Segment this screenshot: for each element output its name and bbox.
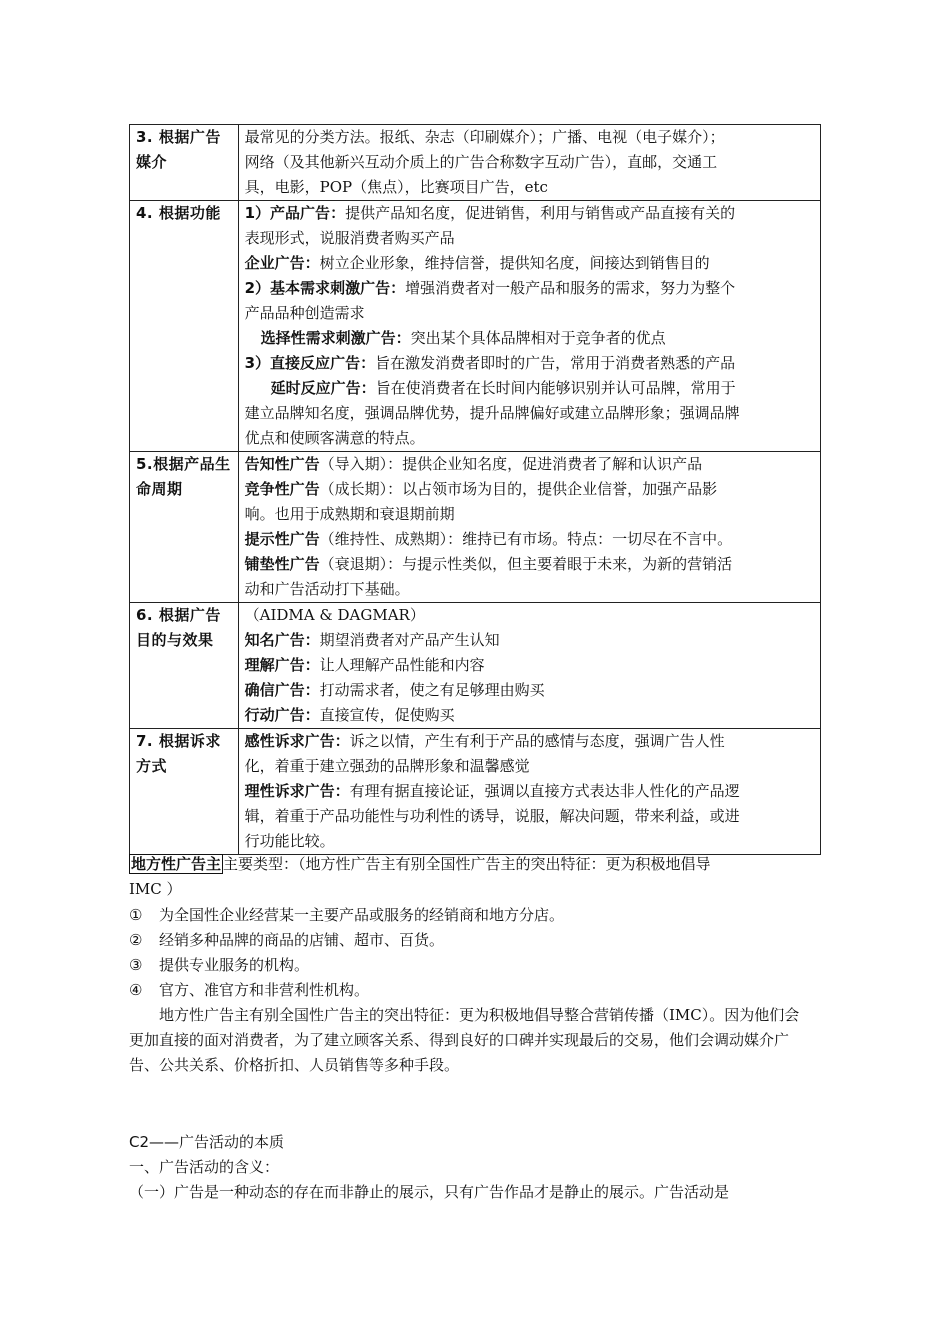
list-item	[129, 928, 444, 952]
term-label: 理解广告：	[244, 656, 320, 674]
description-line	[245, 703, 814, 728]
line-text: 具，电影，POP（焦点），比赛项目广告，etc	[244, 178, 548, 196]
line-text: 响。也用于成熟期和衰退期前期	[244, 505, 455, 523]
description-line	[245, 201, 814, 226]
line-text: 产品品种创造需求	[244, 304, 365, 322]
line-text: （导入期）：提供企业知名度，促进消费者了解和认识产品	[319, 455, 703, 473]
description-line	[245, 401, 814, 426]
list-item-text: 经销多种品牌的商品的店铺、超市、百货。	[159, 931, 445, 949]
line-text: 打动需求者，使之有足够理由购买	[319, 681, 545, 699]
category-cell: 6. 根据广告目的与效果	[130, 603, 239, 729]
description-line	[245, 276, 814, 301]
category-cell: 3. 根据广告媒介	[130, 125, 239, 201]
list-item	[129, 978, 369, 1002]
description-cell	[238, 125, 820, 201]
description-line	[245, 729, 814, 754]
local-advertiser-intro	[129, 852, 829, 876]
description-line	[245, 779, 814, 804]
line-text: 建立品牌知名度，强调品牌优势，提升品牌偏好或建立品牌形象；强调品牌	[244, 404, 740, 422]
table-row	[130, 603, 821, 729]
term-label: 铺垫性广告	[244, 555, 320, 573]
description-line	[245, 326, 814, 351]
description-line	[245, 628, 814, 653]
description-line	[245, 226, 814, 251]
description-line	[245, 502, 814, 527]
term-label: 3）直接反应广告：	[244, 354, 376, 372]
line-text: 网络（及其他新兴互动介质上的广告合称数字互动广告），直邮，交通工	[244, 153, 718, 171]
description-line	[245, 527, 814, 552]
description-line	[245, 603, 814, 628]
term-label: 告知性广告	[244, 455, 320, 473]
line-text: 化，着重于建立强劲的品牌形象和温馨感觉	[244, 757, 530, 775]
intro-continuation: IMC ）	[129, 880, 182, 898]
term-label: 延时反应广告：	[270, 379, 376, 397]
line-text: 提供产品知名度，促进销售，利用与销售或产品直接有关的	[345, 204, 736, 222]
list-item	[129, 903, 564, 927]
description-line	[245, 452, 814, 477]
list-item-text: 提供专业服务的机构。	[159, 956, 310, 974]
term-label: 竞争性广告	[244, 480, 320, 498]
table-row	[130, 729, 821, 855]
description-line	[245, 376, 814, 401]
term-label: 企业广告：	[244, 254, 320, 272]
section-title: C2——广告活动的本质	[129, 1133, 285, 1151]
line-text: （AIDMA & DAGMAR）	[244, 606, 425, 624]
term-label: 行动广告：	[244, 706, 320, 724]
description-cell	[238, 729, 820, 855]
line-text: 表现形式，说服消费者购买产品	[244, 229, 455, 247]
description-line	[245, 477, 814, 502]
description-line	[245, 577, 814, 602]
local-advertiser-paragraph: 地方性广告主有别全国性广告主的突出特征：更为积极地倡导整合营销传播（IMC）。因为他们会更加直接的面对消费者，为了建立顾客关系、得到良好的口碑并实现最后的交易，他们会调动媒介广告、公共关系、价格折扣、人员销售等多种手段。	[129, 1006, 800, 1074]
term-label: 知名广告：	[244, 631, 320, 649]
line-text: 诉之以情，产生有利于产品的感情与态度，强调广告人性	[349, 732, 725, 750]
list-marker: ③	[129, 956, 143, 974]
description-line	[245, 301, 814, 326]
table-row	[130, 125, 821, 201]
line-text: 期望消费者对产品产生认知	[319, 631, 500, 649]
description-line	[245, 653, 814, 678]
description-line	[245, 251, 814, 276]
description-line	[245, 175, 814, 200]
term-label: 确信广告：	[244, 681, 320, 699]
term-label: 理性诉求广告：	[244, 782, 350, 800]
line-text: 树立企业形象，维持信誉，提供知名度，间接达到销售目的	[319, 254, 710, 272]
description-line	[245, 829, 814, 854]
ad-classification-table	[129, 124, 821, 855]
list-marker: ②	[129, 931, 143, 949]
term-label: 感性诉求广告：	[244, 732, 350, 750]
description-line	[245, 678, 814, 703]
term-label: 选择性需求刺激广告：	[260, 329, 411, 347]
line-text: 动和广告活动打下基础。	[244, 580, 410, 598]
intro-text: 主要类型：（地方性广告主有别全国性广告主的突出特征：更为积极地倡导	[223, 855, 711, 873]
line-text: （衰退期）：与提示性类似，但主要着眼于未来，为新的营销活	[319, 555, 733, 573]
line-text: 旨在使消费者在长时间内能够识别并认可品牌，常用于	[375, 379, 736, 397]
description-cell	[238, 603, 820, 729]
line-text: 行功能比较。	[244, 832, 335, 850]
line-text: 优点和使顾客满意的特点。	[244, 429, 425, 447]
description-line	[245, 150, 814, 175]
section-text: （一）广告是一种动态的存在而非静止的展示，只有广告作品才是静止的展示。广告活动是	[129, 1183, 730, 1201]
category-cell: 4. 根据功能	[130, 201, 239, 452]
list-item-text: 为全国性企业经营某一主要产品或服务的经销商和地方分店。	[159, 906, 565, 924]
section-subtitle: 一、广告活动的含义：	[129, 1158, 280, 1176]
line-text: 最常见的分类方法。报纸、杂志（印刷媒介）；广播、电视（电子媒介）；	[244, 128, 725, 146]
list-item	[129, 953, 309, 977]
term-label: 提示性广告	[244, 530, 320, 548]
list-marker: ④	[129, 981, 143, 999]
description-line	[245, 351, 814, 376]
term-label: 1）产品广告：	[244, 204, 346, 222]
description-line	[245, 804, 814, 829]
term-label: 2）基本需求刺激广告：	[244, 279, 406, 297]
line-text: （维持性、成熟期）：维持已有市场。特点：一切尽在不言中。	[319, 530, 733, 548]
description-cell	[238, 452, 820, 603]
line-text: 辑，着重于产品功能性与功利性的诱导，说服，解决问题，带来利益，或进	[244, 807, 740, 825]
list-item-text: 官方、准官方和非营利性机构。	[159, 981, 370, 999]
category-cell: 5.根据产品生命周期	[130, 452, 239, 603]
line-text: 直接宣传，促使购买	[319, 706, 455, 724]
line-text: 增强消费者对一般产品和服务的需求，努力为整个	[405, 279, 736, 297]
line-text: 有理有据直接论证，强调以直接方式表达非人性化的产品逻	[349, 782, 740, 800]
description-line	[245, 426, 814, 451]
category-cell: 7. 根据诉求方式	[130, 729, 239, 855]
line-text: 让人理解产品性能和内容	[319, 656, 485, 674]
table-row	[130, 452, 821, 603]
line-text: 旨在激发消费者即时的广告，常用于消费者熟悉的产品	[375, 354, 736, 372]
line-text: （成长期）：以占领市场为目的，提供企业信誉，加强产品影	[319, 480, 718, 498]
description-line	[245, 125, 814, 150]
boxed-term: 地方性广告主	[131, 855, 222, 873]
description-line	[245, 754, 814, 779]
line-text: 突出某个具体品牌相对于竞争者的优点	[410, 329, 666, 347]
list-marker: ①	[129, 906, 143, 924]
table-row	[130, 201, 821, 452]
description-line	[245, 552, 814, 577]
description-cell	[238, 201, 820, 452]
